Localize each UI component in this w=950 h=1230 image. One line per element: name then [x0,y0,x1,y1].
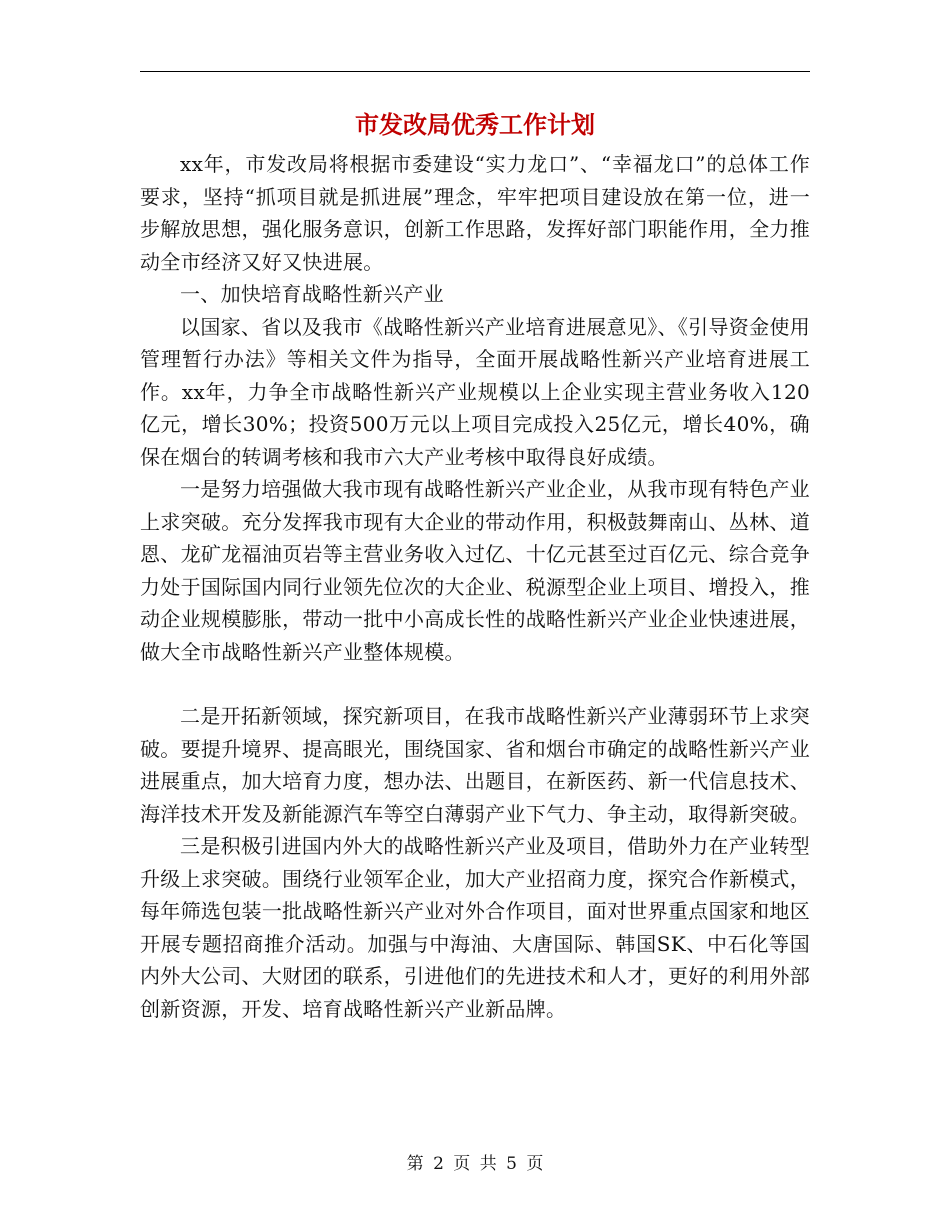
paragraph-point-1: 一是努力培强做大我市现有战略性新兴产业企业，从我市现有特色产业上求突破。充分发挥我市现有大企业的带动作用，积极鼓舞南山、丛林、道恩、龙矿龙福油页岩等主营业务收入过亿、十亿元甚至过百亿元、综合竞争力处于国际国内同行业领先位次的大企业、税源型企业上项目、增投入，推动企业规模膨胀，带动一批中小高成长性的战略性新兴产业企业快速进展，做大全市战略性新兴产业整体规模。 [140,477,810,664]
header-rule [140,71,810,72]
paragraph-point-3: 三是积极引进国内外大的战略性新兴产业及项目，借助外力在产业转型升级上求突破。围绕行业领军企业，加大产业招商力度，探究合作新模式，每年筛选包装一批战略性新兴产业对外合作项目，面对世界重点国家和地区开展专题招商推介活动。加强与中海油、大唐国际、韩国SK、中石化等国内外大公司、大财团的联系，引进他们的先进技术和人才，更好的利用外部创新资源，开发、培育战略性新兴产业新品牌。 [140,834,810,1021]
document-title: 市发改局优秀工作计划 [355,111,595,139]
document-body [140,148,810,1025]
section-heading-1: 一、加快培育战略性新兴产业 [180,282,444,306]
page-footer: 第 2 页 共 5 页 [406,1154,544,1174]
paragraph-section-1: 以国家、省以及我市《战略性新兴产业培育进展意见》、《引导资金使用管理暂行办法》等相关文件为指导，全面开展战略性新兴产业培育进展工作。xx年，力争全市战略性新兴产业规模以上企业实现主营业务收入120亿元，增长30%；投资500万元以上项目完成投入25亿元，增长40%，确保在烟台的转调考核和我市六大产业考核中取得良好成绩。 [140,314,810,469]
paragraph-intro: xx年，市发改局将根据市委建设“实力龙口”、“幸福龙口”的总体工作要求，坚持“抓项目就是抓进展”理念，牢牢把项目建设放在第一位，进一步解放思想，强化服务意识，创新工作思路，发挥好部门职能作用，全力推动全市经济又好又快进展。 [140,152,810,274]
paragraph-point-2: 二是开拓新领域，探究新项目，在我市战略性新兴产业薄弱环节上求突破。要提升境界、提高眼光，围绕国家、省和烟台市确定的战略性新兴产业进展重点，加大培育力度，想办法、出题目，在新医药、新一代信息技术、海洋技术开发及新能源汽车等空白薄弱产业下气力、争主动，取得新突破。 [140,704,810,826]
